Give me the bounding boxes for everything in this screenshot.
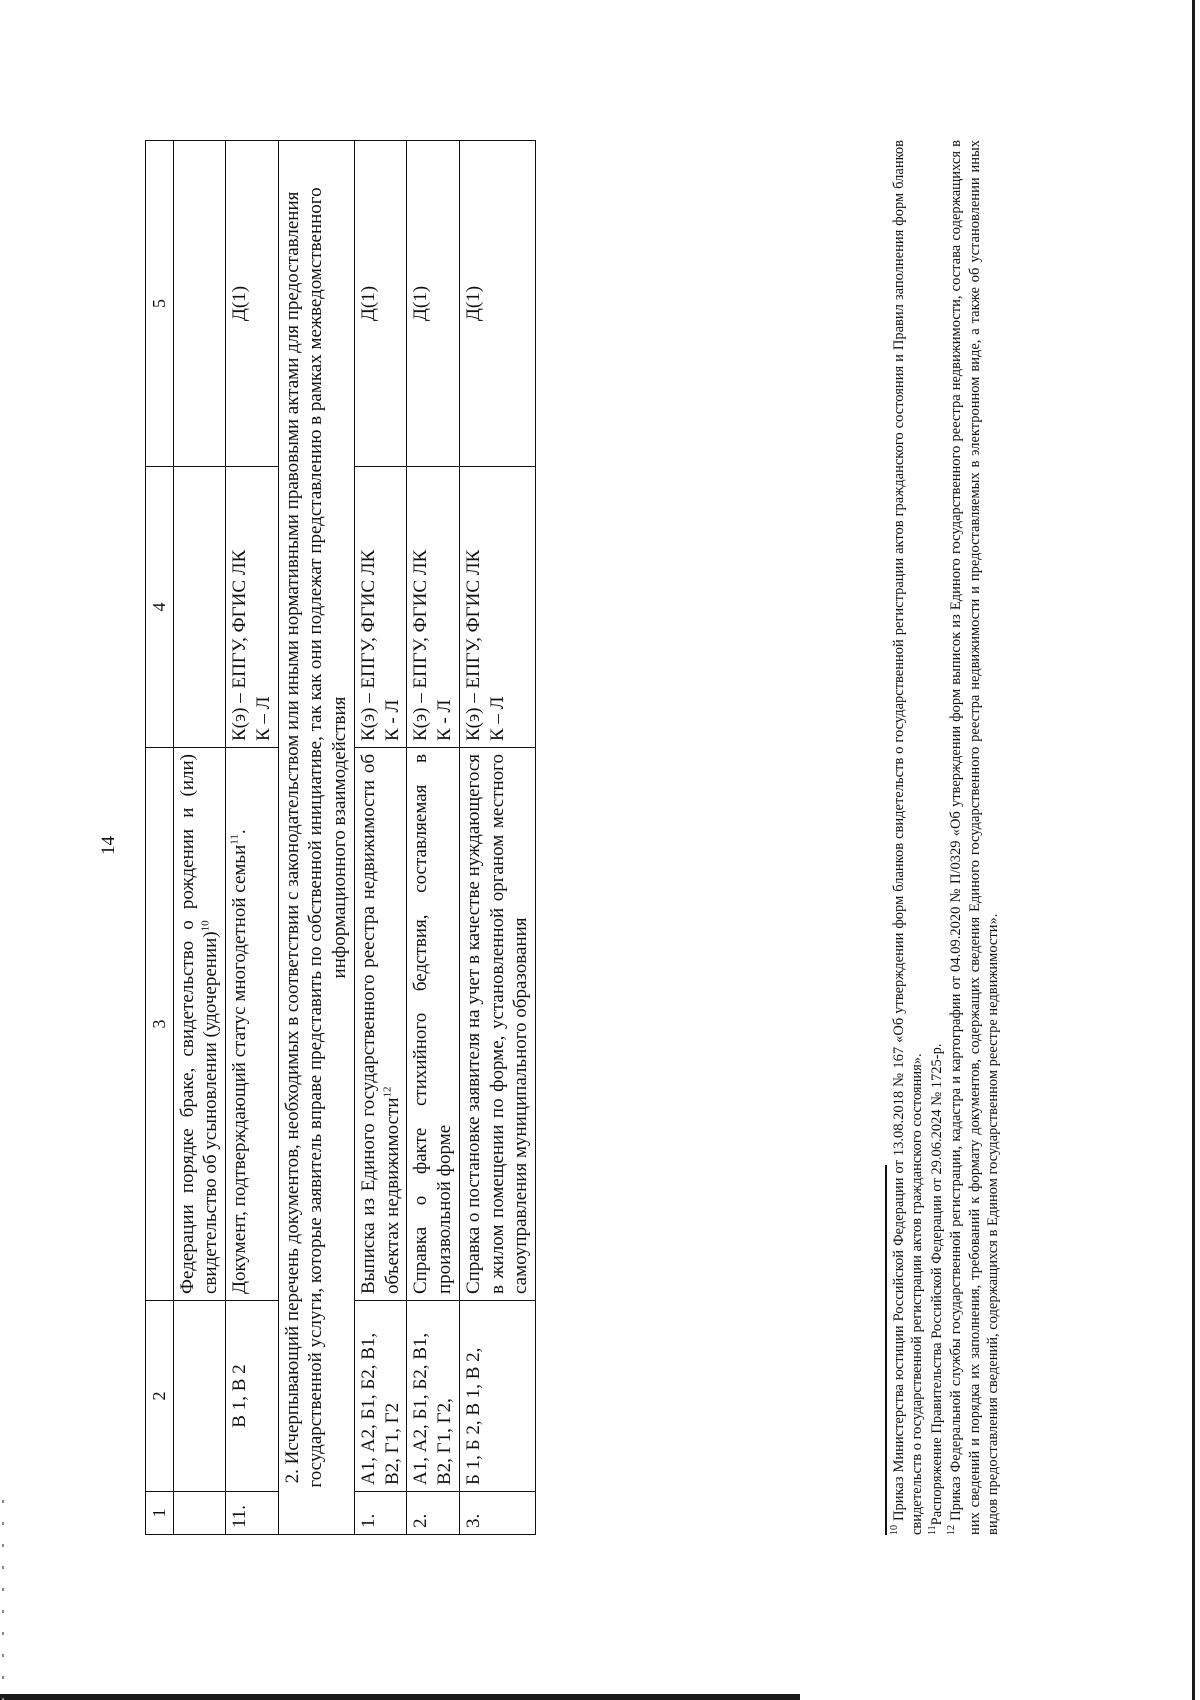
document-text: Справка о постановке заявителя на учет в качестве нуждающегося в жилом помещении по форме, установленной органом местного самоуправления муниципального образования [462,754,532,1294]
row-number: 1. [354,1492,407,1535]
applicant-category: Б 1, Б 2, В 1, В 2, [459,1301,535,1492]
continued-document-text: Федерации порядке браке, свидетельство о рождении и (или) свидетельство об усыновлении (удочерении) [176,754,222,1294]
footnote-text: Приказ Министерства юстиции Российской Федерации от 13.08.2018 № 167 «Об утверждении форм бланков свидетельств о государственной регистрации актов гражданского состояния и Правил заполнения форм бланков свидетельств о государственной регистрации актов гражданского состояния». [890,140,926,1535]
document-code: Д(1) [354,141,407,467]
footnote-11 [927,140,946,1535]
footnote-number: 10 [889,1525,900,1535]
page-number: 14 [98,836,119,855]
submission-method: К(э) – ЕПГУ, ФГИС ЛК К – Л [226,467,279,748]
document-code: Д(1) [407,141,460,467]
header-col-5: 5 [146,141,174,467]
footnote-number: 11 [926,1525,938,1535]
continued-document-cell [173,748,226,1301]
row-number: 3. [459,1492,535,1535]
document-cell: Документ, подтверждающий статус многодетной семьи$^{11}$. [226,748,279,1301]
table-row [407,141,460,1535]
footnote-text: Приказ Федеральной службы государственной регистрации, кадастра и картографии от 04.09.2020 № П/0329 «Об утверждении форм выписок из Единого государственного реестра недвижимости, состава содержащихся в них сведений и порядка их заполнения, требований к формату документов, содержащих сведения Единого государственного реестра недвижимости и предоставляемых в электронном виде, а также об установлении иных видов предоставления сведений, содержащихся в Едином государственном реестре недвижимости». [948,139,1002,1535]
header-col-3: 3 [146,748,174,1301]
table-row-continued [173,141,226,1535]
document-code: Д(1) [226,141,279,467]
table-row-11 [226,141,279,1535]
footnote-ref-11: 11 [228,834,241,845]
footnote-number: 12 [946,1525,958,1535]
document-cell [407,748,460,1301]
row-number: 11. [226,1492,279,1535]
document-cell [459,748,535,1301]
section-heading-row [278,141,354,1535]
section-2-heading: 2. Исчерпывающий перечень документов, необходимых в соответствии с законодательством или иными нормативными правовыми актами для предоставления государственной услуги, которые заявитель вправе представить по собственной инициативе, так как они подлежат представлению в рамках межведомственного информационного взаимодействия [278,141,354,1535]
document-text: Документ, подтверждающий статус многодетной семьи [229,844,250,1294]
row-number: 2. [407,1492,460,1535]
footnotes [889,140,1003,1535]
header-col-1: 1 [146,1492,174,1535]
footnote-ref-10: 10 [199,920,212,932]
submission-method: К(э) – ЕПГУ, ФГИС ЛК К – Л [459,467,535,748]
applicant-category: А1, А2, Б1, Б2, В1, В2, Г1, Г2, [407,1301,460,1492]
submission-method: К(э) – ЕПГУ, ФГИС ЛК К - Л [354,467,407,748]
document-cell [354,748,407,1301]
table-row [354,141,407,1535]
documents-table [145,140,536,1535]
footnote-12 [946,140,1002,1535]
table-header-row [146,141,174,1535]
header-col-4: 4 [146,467,174,748]
submission-method: К(э) – ЕПГУ, ФГИС ЛК К - Л [407,467,460,748]
header-col-2: 2 [146,1301,174,1492]
footnote-10 [889,140,927,1535]
table-row [459,141,535,1535]
document-text: Справка о факте стихийного бедствия, составляемая в произвольной форме [410,754,455,1294]
footnote-ref-12: 12 [381,1086,394,1098]
applicant-category: А1, А2, Б1, Б2, В1, В2, Г1, Г2 [354,1301,407,1492]
document-code: Д(1) [459,141,535,467]
document-text: Выписка из Единого государственного реестра недвижимости об объектах недвижимости [357,754,403,1294]
footnote-separator [885,1165,887,1535]
applicant-category: В 1, В 2 [226,1301,279,1492]
footnote-text: Распоряжение Правительства Российской Федерации от 29.06.2024 № 1725-р. [928,1043,945,1526]
